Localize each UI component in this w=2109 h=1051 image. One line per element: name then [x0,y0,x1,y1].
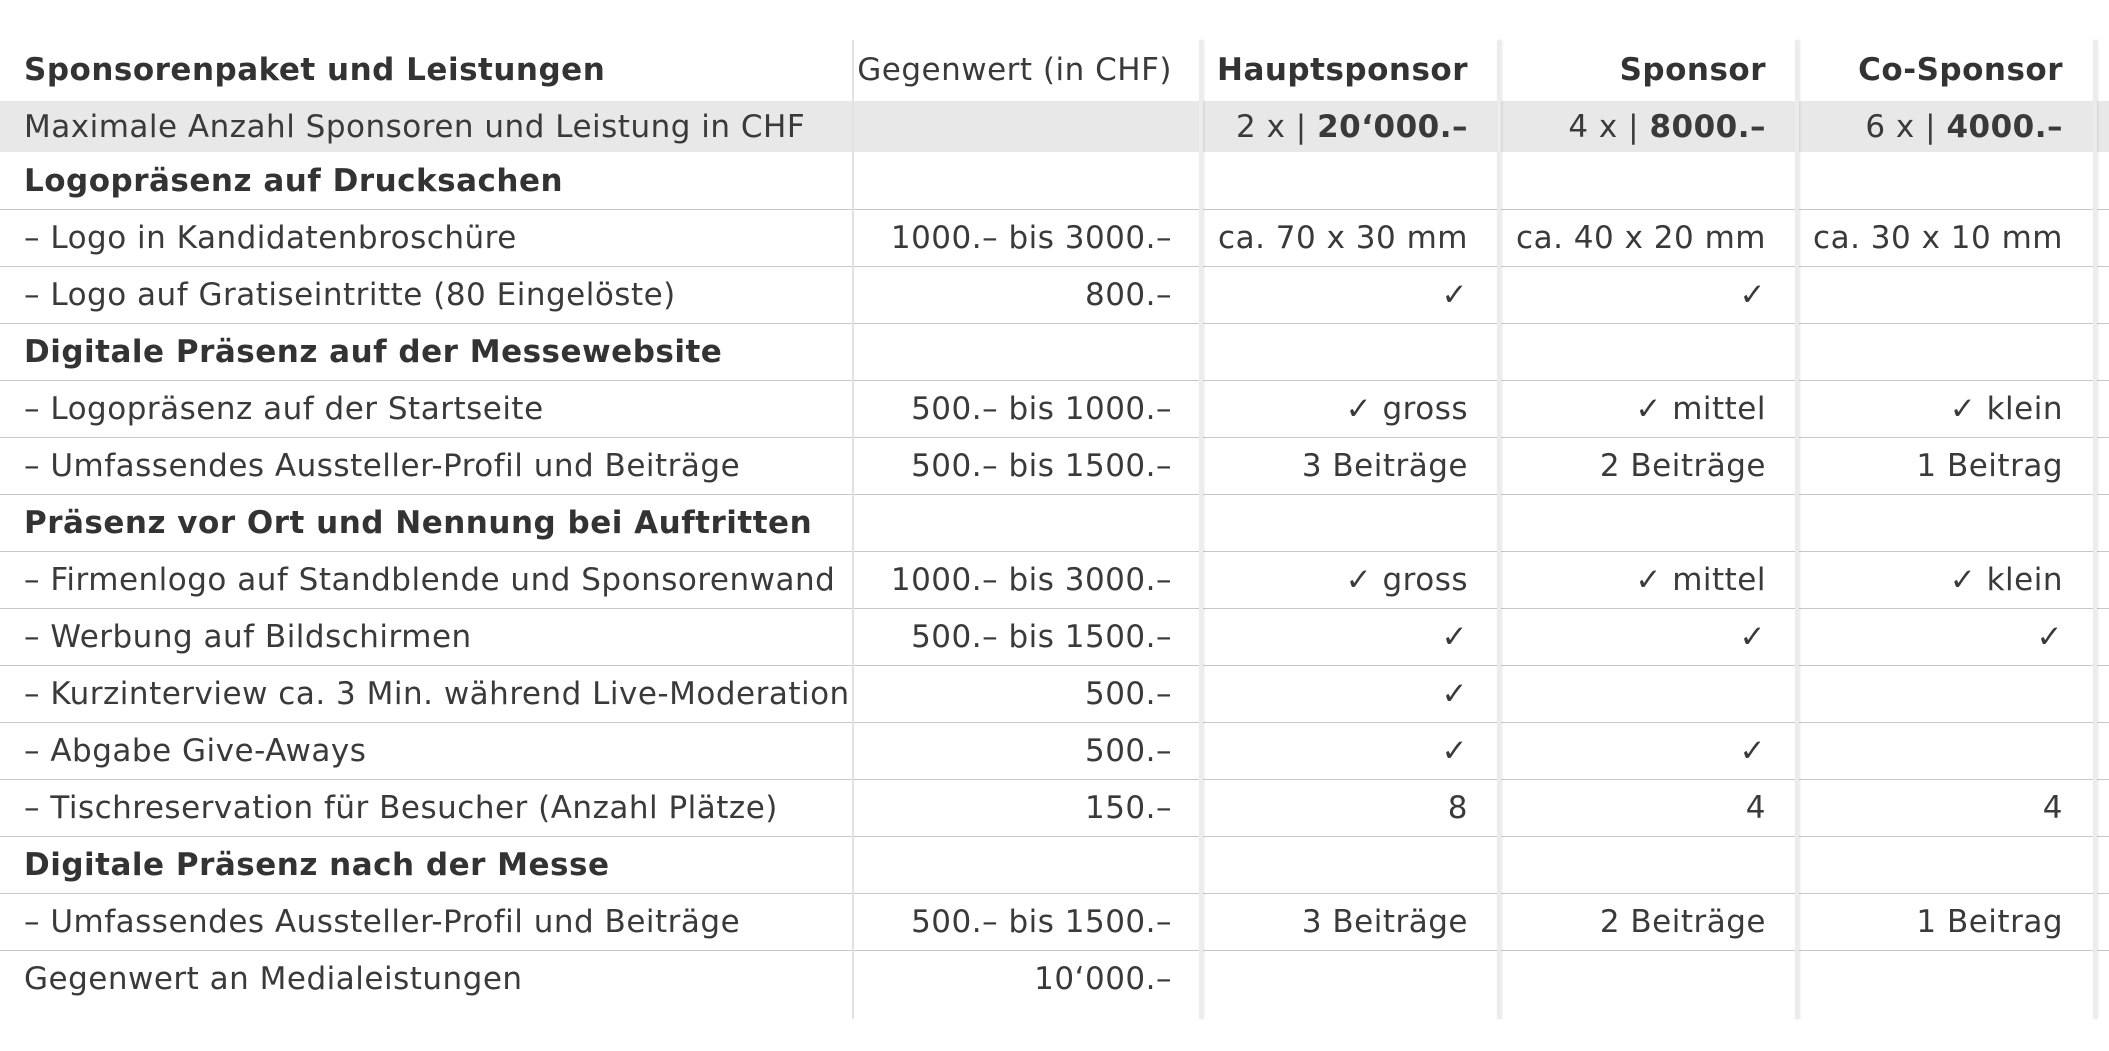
tier-cell-sponsor: ca. 40 x 20 mm [1516,220,1766,256]
row-value: 500.– bis 1000.– [911,391,1172,427]
tier-cell-sponsor [1505,674,1766,714]
row-label: – Umfassendes Aussteller-Profil und Beiträge [24,448,741,484]
max-row-count: 6 x | [1865,109,1947,145]
row-value: 10‘000.– [1034,961,1172,997]
section-label: Digitale Präsenz nach der Messe [24,847,610,883]
header-tier-co-sponsor: Co-Sponsor [1858,52,2063,88]
tier-cell-co-sponsor [1803,161,2063,201]
tier-cell-sponsor: ✓ [1739,619,1766,655]
header-tier-sponsor: Sponsor [1619,52,1766,88]
tier-cell-hauptsponsor: 8 [1447,790,1468,826]
tier-cell-sponsor: ✓ [1739,277,1766,313]
section-label: Digitale Präsenz auf der Messewebsite [24,334,723,370]
max-row-tier-co-sponsor [1803,107,2063,147]
tier-cell-sponsor [1505,332,1766,372]
max-row-amount: 20‘000.– [1317,109,1468,145]
row-value: 500.– bis 1500.– [911,904,1172,940]
row-value [856,503,1172,543]
row-value: 500.– bis 1500.– [911,448,1172,484]
max-row-tier-hauptsponsor [1207,107,1468,147]
tier-cell-co-sponsor [1803,731,2063,771]
tier-cell-co-sponsor: ca. 30 x 10 mm [1813,220,2063,256]
tier-cell-hauptsponsor: ✓ gross [1345,391,1468,427]
row-value: 150.– [1084,790,1172,826]
tier-cell-sponsor: 2 Beiträge [1599,448,1766,484]
tier-cell-co-sponsor: 4 [2042,790,2063,826]
tier-cell-co-sponsor: ✓ klein [1949,562,2063,598]
tier-cell-sponsor: ✓ mittel [1635,562,1766,598]
row-value [856,845,1172,885]
tier-cell-sponsor [1505,959,1766,999]
tier-cell-sponsor: ✓ mittel [1635,391,1766,427]
tier-cell-hauptsponsor: ✓ [1441,733,1468,769]
tier-cell-hauptsponsor: ca. 70 x 30 mm [1218,220,1468,256]
tier-cell-sponsor: 4 [1745,790,1766,826]
column-divider [1795,40,1799,1019]
row-value [856,161,1172,201]
tier-cell-sponsor: ✓ [1739,733,1766,769]
column-divider [852,40,854,1019]
section-label: Präsenz vor Ort und Nennung bei Auftritten [24,505,813,541]
tier-cell-co-sponsor [1803,503,2063,543]
row-value [856,332,1172,372]
header-tier-hauptsponsor: Hauptsponsor [1217,52,1468,88]
tier-cell-co-sponsor [1803,674,2063,714]
row-label: – Tischreservation für Besucher (Anzahl Plätze) [24,790,778,826]
tier-cell-co-sponsor [1803,845,2063,885]
tier-cell-hauptsponsor [1207,845,1468,885]
tier-cell-co-sponsor [1803,959,2063,999]
tier-cell-hauptsponsor: ✓ [1441,676,1468,712]
tier-cell-co-sponsor: ✓ [2036,619,2063,655]
column-divider [2093,40,2097,1019]
tier-cell-hauptsponsor [1207,503,1468,543]
tier-cell-co-sponsor [1803,275,2063,315]
tier-cell-co-sponsor: 1 Beitrag [1916,448,2063,484]
max-row-amount: 4000.– [1946,109,2063,145]
tier-cell-co-sponsor: ✓ klein [1949,391,2063,427]
header-value-column: Gegenwert (in CHF) [857,52,1172,88]
tier-cell-sponsor: 2 Beiträge [1599,904,1766,940]
tier-cell-sponsor [1505,503,1766,543]
column-divider [1497,40,1501,1019]
row-value: 800.– [1084,277,1172,313]
max-row-tier-sponsor [1505,107,1766,147]
row-label: – Kurzinterview ca. 3 Min. während Live-Moderation [24,676,850,712]
header-label: Sponsorenpaket und Leistungen [24,52,606,88]
tier-cell-sponsor [1505,161,1766,201]
tier-cell-hauptsponsor [1207,161,1468,201]
section-label: Logopräsenz auf Drucksachen [24,163,564,199]
row-label: – Firmenlogo auf Standblende und Sponsorenwand [24,562,836,598]
tier-cell-co-sponsor: 1 Beitrag [1916,904,2063,940]
tier-cell-hauptsponsor: ✓ gross [1345,562,1468,598]
max-row-count: 4 x | [1568,109,1650,145]
row-value: 500.– [1084,676,1172,712]
row-label: – Logo in Kandidatenbroschüre [24,220,517,256]
tier-cell-hauptsponsor: 3 Beiträge [1301,448,1468,484]
max-row-count: 2 x | [1236,109,1318,145]
tier-cell-sponsor [1505,845,1766,885]
row-label: – Abgabe Give-Aways [24,733,367,769]
row-value: 1000.– bis 3000.– [890,562,1172,598]
tier-cell-hauptsponsor: ✓ [1441,619,1468,655]
row-label: Gegenwert an Medialeistungen [24,961,523,997]
tier-cell-hauptsponsor [1207,959,1468,999]
row-value: 500.– [1084,733,1172,769]
tier-cell-hauptsponsor: ✓ [1441,277,1468,313]
column-divider [1199,40,1203,1019]
row-label: – Werbung auf Bildschirmen [24,619,472,655]
row-label: – Logopräsenz auf der Startseite [24,391,544,427]
tier-cell-hauptsponsor [1207,332,1468,372]
row-value: 500.– bis 1500.– [911,619,1172,655]
tier-cell-co-sponsor [1803,332,2063,372]
max-row-amount: 8000.– [1649,109,1766,145]
max-row-label: Maximale Anzahl Sponsoren und Leistung in CHF [24,109,806,145]
row-label: – Logo auf Gratiseintritte (80 Eingelöste) [24,277,676,313]
row-label: – Umfassendes Aussteller-Profil und Beiträge [24,904,741,940]
row-value: 1000.– bis 3000.– [890,220,1172,256]
tier-cell-hauptsponsor: 3 Beiträge [1301,904,1468,940]
